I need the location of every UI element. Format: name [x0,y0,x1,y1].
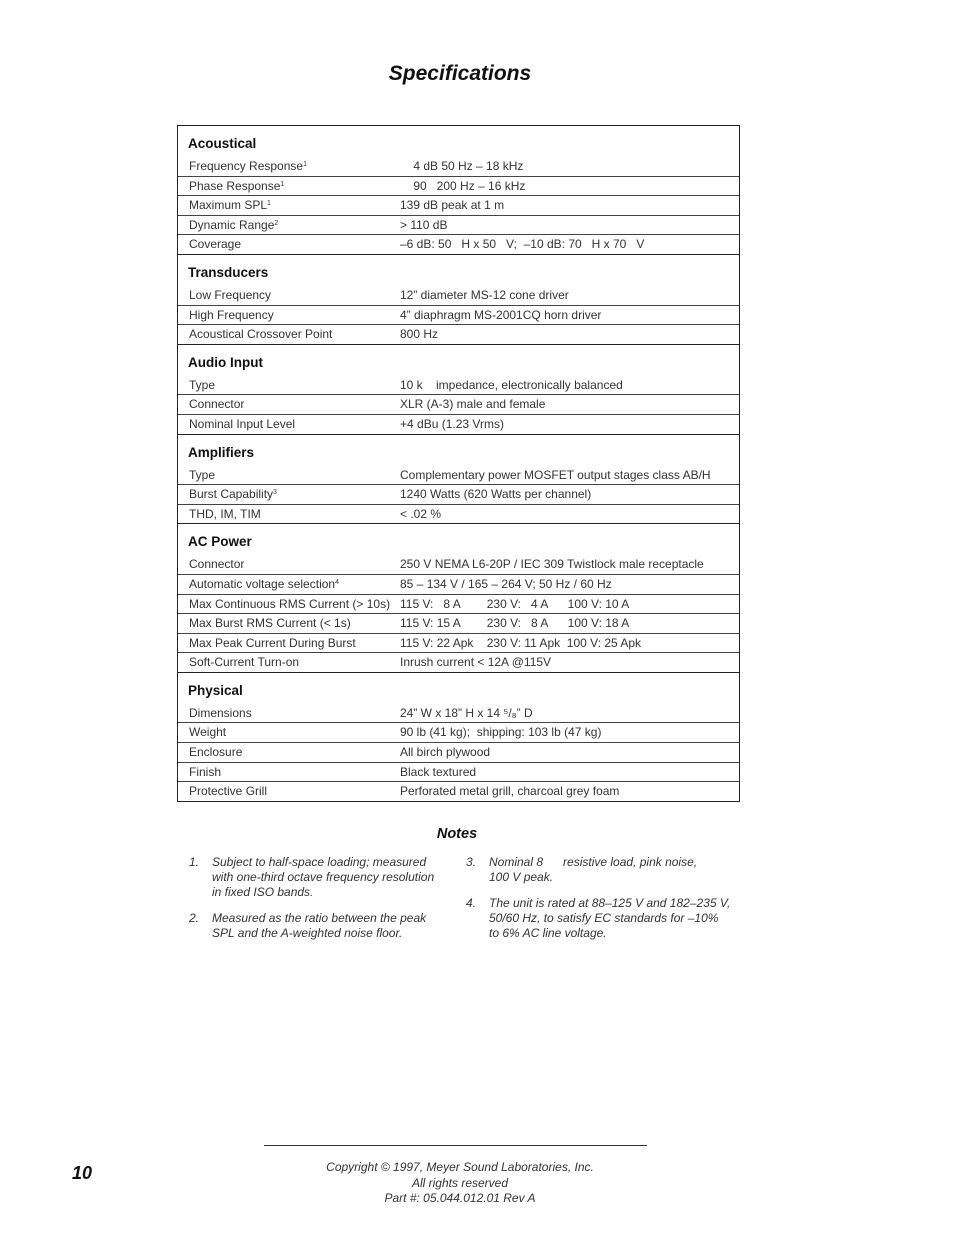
spec-value: 250 V NEMA L6-20P / IEC 309 Twistlock male receptacle [400,557,704,572]
footer-line: All rights reserved [411,1175,509,1190]
spec-value: Perforated metal grill, charcoal grey foam [400,784,620,799]
spec-label [178,325,400,344]
spec-value: < .02 % [400,506,442,521]
spec-label [178,235,400,254]
spec-row [178,485,739,505]
spec-label-text: Automatic voltage selection [189,576,336,591]
notes-title: Notes [436,826,478,842]
spec-label-text: Nominal Input Level [189,416,296,431]
note-line: SPL and the A-weighted noise floor. [212,926,403,940]
spec-value: 115 V: 22 Apk 230 V: 11 Apk 100 V: 25 Apk [400,635,642,650]
note-number: 1. [189,855,200,869]
spec-label [178,395,400,414]
note-3 [466,855,736,890]
spec-label [178,177,400,196]
spec-label-text: Type [189,377,216,392]
spec-row [178,196,739,216]
spec-label [178,306,400,325]
spec-label [178,614,400,633]
spec-row [178,575,739,595]
note-1 [189,855,449,905]
note-line: 100 V peak. [489,870,554,884]
spec-value: 90 lb (41 kg); shipping: 103 lb (47 kg) [400,725,602,740]
note-2 [189,911,449,946]
section-title: Audio Input [188,354,263,370]
spec-label [178,216,400,235]
spec-label [178,466,400,485]
footer-line: Copyright © 1997, Meyer Sound Laboratories, Inc. [326,1160,594,1174]
spec-section [178,435,739,525]
spec-row [178,595,739,615]
spec-row [178,415,739,434]
note-number: 2. [189,911,200,925]
spec-label [178,634,400,653]
spec-label [178,653,400,672]
spec-row [178,395,739,415]
note-number: 3. [466,855,477,869]
spec-label [178,595,400,614]
note-4 [466,896,736,946]
section-title: Physical [188,682,243,698]
spec-label-text: High Frequency [189,307,274,322]
spec-value: 139 dB peak at 1 m [400,198,505,213]
spec-label-text: THD, IM, TIM [189,506,261,521]
specifications-table [177,125,740,802]
spec-row [178,306,739,326]
spec-value: Complementary power MOSFET output stages class AB/H [400,467,711,482]
spec-row [178,286,739,306]
spec-label-text: Frequency Response [189,159,304,173]
spec-value: 24” W x 18” H x 14 ⁵/₈” D [400,705,533,720]
spec-value: 115 V: 8 A 230 V: 4 A 100 V: 10 A [400,596,630,611]
spec-label [178,763,400,782]
spec-row [178,157,739,177]
spec-section [178,524,739,673]
spec-row [178,704,739,724]
spec-label [178,157,400,176]
spec-label-text: Maximum SPL [189,198,268,213]
spec-value: 10 k impedance, electronically balanced [400,377,623,392]
note-line: with one-third octave frequency resolution [212,870,435,884]
spec-label-text: Weight [189,725,227,740]
spec-label [178,704,400,723]
spec-label-text: Connector [189,397,245,412]
spec-label-text: Burst Capability [189,487,274,502]
spec-value: XLR (A-3) male and female [400,397,546,412]
spec-row [178,743,739,763]
spec-row [178,763,739,783]
note-line: 50/60 Hz, to satisfy EC standards for –10% [489,911,719,925]
footnote-ref: 1 [267,200,271,208]
spec-value: 115 V: 15 A 230 V: 8 A 100 V: 18 A [400,616,630,631]
note-text [212,855,434,900]
spec-row [178,505,739,524]
spec-label-text: Type [189,467,216,482]
note-line: in fixed ISO bands. [212,885,314,899]
note-line: to 6% AC line voltage. [489,926,607,940]
section-title: Amplifiers [188,444,255,460]
spec-value: 12” diameter MS-12 cone driver [400,287,569,302]
spec-label [178,575,400,594]
note-text [212,911,426,941]
spec-row [178,634,739,654]
spec-label [178,376,400,395]
spec-label-text: Enclosure [189,745,243,760]
note-line: Measured as the ratio between the peak [212,911,427,925]
spec-row [178,325,739,344]
spec-label-text: Coverage [189,237,242,252]
note-line: Nominal 8 resistive load, pink noise, [489,855,698,869]
spec-label [178,286,400,305]
spec-value: 800 Hz [400,327,439,342]
spec-value: All birch plywood [400,745,491,760]
spec-row [178,614,739,634]
footer-copyright [260,1160,660,1207]
note-number: 4. [466,896,477,910]
footnote-ref: 3 [273,489,277,497]
page-number: 10 [72,1163,93,1183]
spec-label [178,743,400,762]
spec-label-text: Connector [189,557,245,572]
spec-row [178,376,739,396]
spec-label-text: Low Frequency [189,287,272,302]
spec-label-text: Protective Grill [189,784,268,799]
spec-label-text: Phase Response [189,178,281,193]
footnote-ref: 1 [280,180,285,188]
section-title: Acoustical [188,136,257,151]
spec-label-text: Max Burst RMS Current (< 1s) [189,616,351,631]
spec-value: 4” diaphragm MS-2001CQ horn driver [400,307,602,322]
spec-label-text: Finish [189,764,222,779]
section-title: AC Power [188,534,252,550]
spec-row [178,723,739,743]
spec-section [178,255,739,345]
page-title: Specifications [388,62,532,85]
spec-section [178,126,739,255]
spec-value: > 110 dB [400,217,448,232]
note-line: Subject to half-space loading; measured [212,855,427,869]
spec-row [178,653,739,672]
spec-label [178,485,400,504]
spec-value: Black textured [400,764,477,779]
spec-label [178,505,400,524]
spec-row [178,235,739,254]
spec-value: 85 – 134 V / 165 – 264 V; 50 Hz / 60 Hz [400,576,612,591]
footer-line: Part #: 05.044.012.01 Rev A [384,1191,536,1205]
spec-label-text: Dimensions [189,705,252,720]
spec-row [178,782,739,801]
spec-value: +4 dBu (1.23 Vrms) [400,416,504,431]
section-title: Transducers [188,264,269,280]
footnote-ref: 4 [335,578,339,586]
spec-value: 90 200 Hz – 16 kHz [400,178,526,193]
spec-section [178,673,739,801]
spec-section [178,345,739,435]
footnote-ref: 2 [274,219,279,227]
spec-value: Inrush current < 12A @115V [400,655,552,670]
note-text [489,896,730,941]
spec-label-text: Soft-Current Turn-on [189,655,300,670]
spec-label-text: Dynamic Range [189,217,275,232]
spec-label [178,723,400,742]
spec-label [178,196,400,215]
footnote-ref: 1 [303,161,307,168]
spec-label-text: Acoustical Crossover Point [189,327,333,342]
spec-label [178,415,400,434]
spec-value: 1240 Watts (620 Watts per channel) [400,487,592,502]
footer-divider [264,1145,647,1146]
spec-label [178,555,400,574]
spec-label-text: Max Peak Current During Burst [189,635,356,650]
spec-row [178,555,739,575]
spec-label-text: Max Continuous RMS Current (> 10s) [189,596,391,611]
note-text [489,855,697,885]
spec-row [178,177,739,197]
spec-value: 4 dB 50 Hz – 18 kHz [400,159,524,173]
spec-row [178,466,739,486]
spec-label [178,782,400,801]
spec-value: –6 dB: 50 H x 50 V; –10 dB: 70 H x 70 V [400,237,645,252]
note-line: The unit is rated at 88–125 V and 182–235 V, [489,896,731,910]
spec-row [178,216,739,236]
